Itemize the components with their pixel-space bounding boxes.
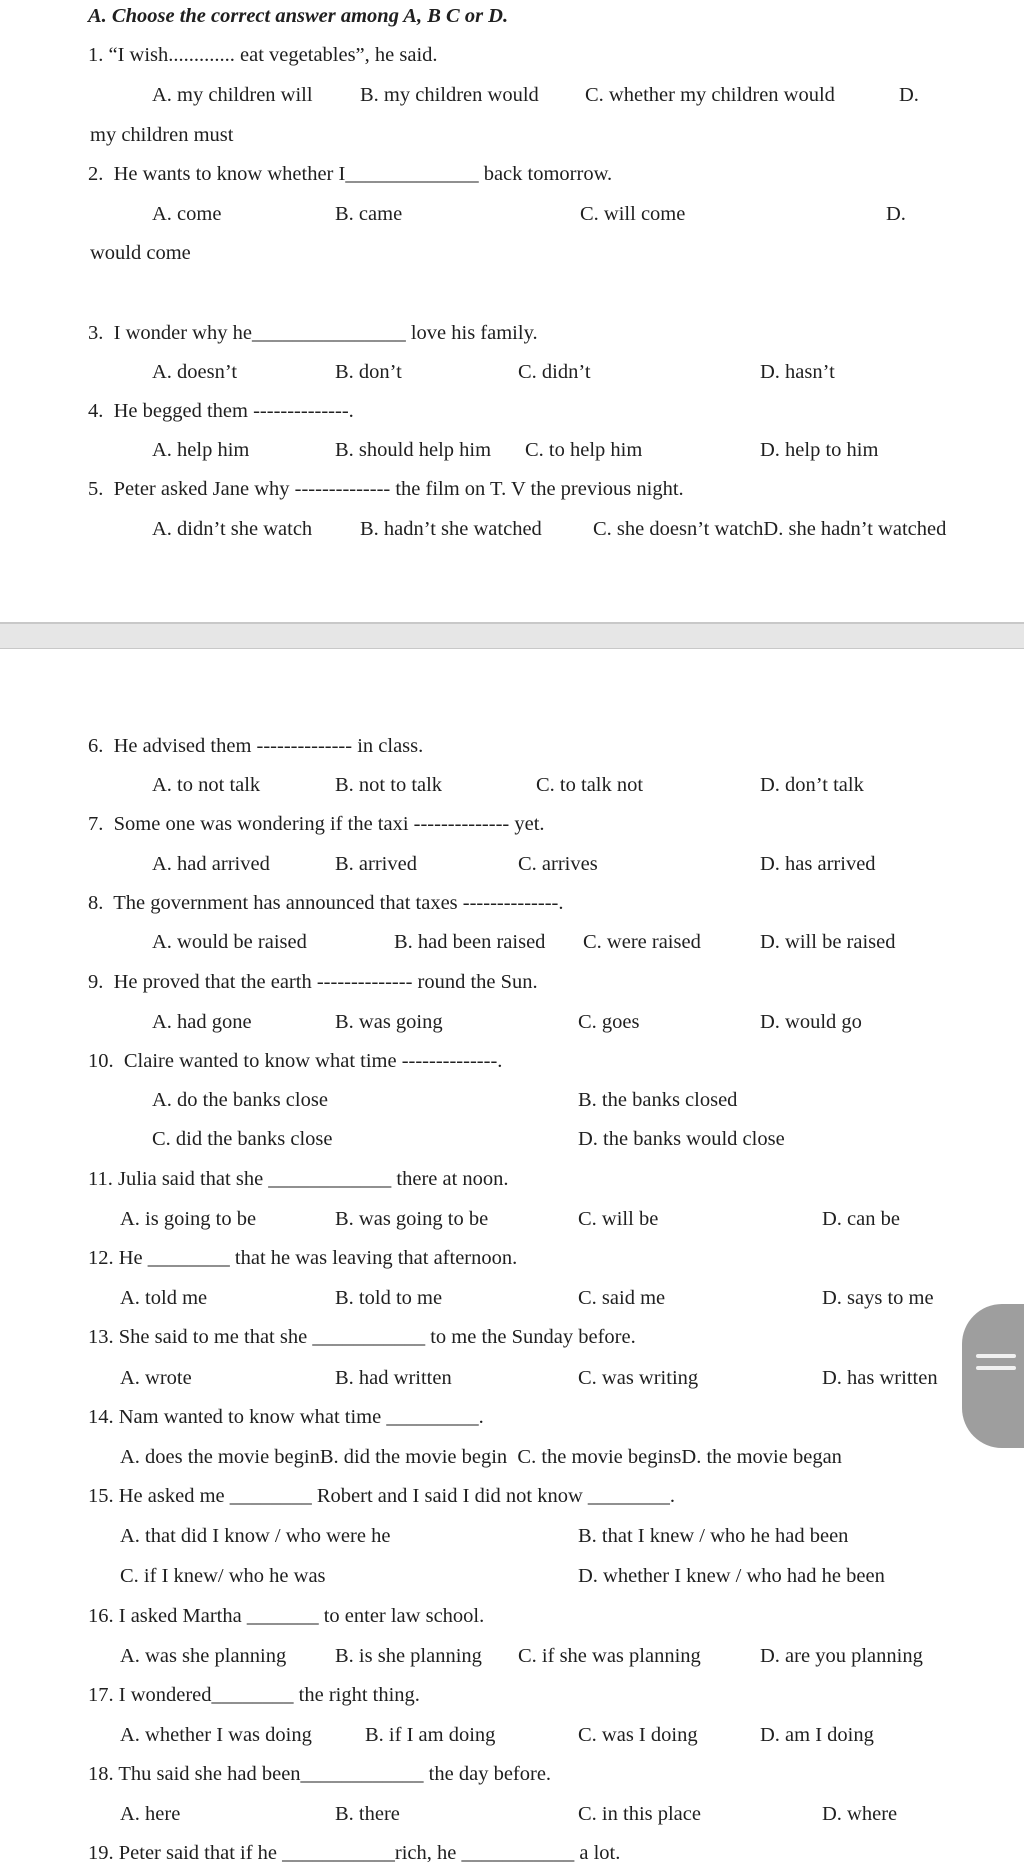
- option-b: B. arrived: [335, 853, 417, 875]
- option-d: D. whether I knew / who had he been: [578, 1565, 885, 1587]
- option-d: D. has written: [822, 1367, 938, 1389]
- option-d: D. where: [822, 1803, 898, 1825]
- question-stem: 8. The government has announced that taxes --------------.: [88, 892, 564, 914]
- option-a: A. would be raised: [152, 931, 307, 953]
- option-d: D. are you planning: [760, 1645, 923, 1667]
- option-a: A. told me: [120, 1287, 208, 1309]
- question-stem: 19. Peter said that if he ___________rich, he ___________ a lot.: [88, 1842, 621, 1864]
- option-c: C. will be: [578, 1208, 659, 1230]
- option-d: D. has arrived: [760, 853, 876, 875]
- option-b: B. was going to be: [335, 1208, 489, 1230]
- option-b: B. should help him: [335, 439, 492, 461]
- option-a: A. had gone: [152, 1011, 252, 1033]
- option-c: C. if I knew/ who he was: [120, 1565, 326, 1587]
- option-d: D. don’t talk: [760, 774, 864, 796]
- option-a: A. didn’t she watch: [152, 518, 313, 540]
- option-d-wrap: my children must: [90, 124, 234, 146]
- question-stem: 12. He ________ that he was leaving that afternoon.: [88, 1247, 518, 1269]
- option-a: A. is going to be: [120, 1208, 257, 1230]
- option-d: D. hasn’t: [760, 361, 835, 383]
- question-stem: 13. She said to me that she ___________ to me the Sunday before.: [88, 1326, 636, 1348]
- question-stem: 16. I asked Martha _______ to enter law school.: [88, 1605, 485, 1627]
- option-d: D. am I doing: [760, 1724, 874, 1746]
- option-c: C. in this place: [578, 1803, 701, 1825]
- option-b: B. had been raised: [394, 931, 546, 953]
- option-d-wrap: would come: [90, 242, 191, 264]
- option-c: C. arrives: [518, 853, 598, 875]
- option-b: B. if I am doing: [365, 1724, 496, 1746]
- question-stem: 2. He wants to know whether I_____________ back tomorrow.: [88, 163, 613, 185]
- option-b: B. my children would: [360, 84, 539, 106]
- option-c: C. if she was planning: [518, 1645, 701, 1667]
- question-stem: 7. Some one was wondering if the taxi -------------- yet.: [88, 813, 545, 835]
- document-page-1: [0, 0, 1024, 624]
- option-b: B. hadn’t she watched: [360, 518, 542, 540]
- option-a: A. doesn’t: [152, 361, 238, 383]
- option-a: A. whether I was doing: [120, 1724, 312, 1746]
- grip-line-icon: [976, 1354, 1016, 1358]
- option-b: B. told to me: [335, 1287, 443, 1309]
- option-d: D. help to him: [760, 439, 879, 461]
- option-c: C. was writing: [578, 1367, 699, 1389]
- option-b: B. that I knew / who he had been: [578, 1525, 849, 1547]
- question-stem: 14. Nam wanted to know what time _________.: [88, 1406, 484, 1428]
- option-a: A. that did I know / who were he: [120, 1525, 391, 1547]
- option-b: B. had written: [335, 1367, 452, 1389]
- option-c: C. to talk not: [536, 774, 644, 796]
- option-a: A. do the banks close: [152, 1089, 328, 1111]
- question-stem: 11. Julia said that she ____________ there at noon.: [88, 1168, 509, 1190]
- document-page-2: [0, 648, 1024, 1866]
- option-d: D. will be raised: [760, 931, 896, 953]
- option-a: A. wrote: [120, 1367, 192, 1389]
- option-d: D. says to me: [822, 1287, 934, 1309]
- option-c: C. whether my children would: [585, 84, 835, 106]
- option-d: D. the banks would close: [578, 1128, 785, 1150]
- option-d: D. can be: [822, 1208, 900, 1230]
- options-line: A. does the movie beginB. did the movie begin C. the movie beginsD. the movie began: [120, 1446, 842, 1468]
- option-c: C. goes: [578, 1011, 640, 1033]
- option-b: B. was going: [335, 1011, 443, 1033]
- option-d: D. would go: [760, 1011, 862, 1033]
- option-d: D.: [886, 203, 906, 225]
- option-c: C. will come: [580, 203, 686, 225]
- option-d: D.: [899, 84, 919, 106]
- question-stem: 5. Peter asked Jane why -------------- the film on T. V the previous night.: [88, 478, 684, 500]
- section-heading: A. Choose the correct answer among A, B C or D.: [88, 5, 509, 27]
- option-a: A. here: [120, 1803, 181, 1825]
- option-b: B. there: [335, 1803, 400, 1825]
- question-stem: 9. He proved that the earth -------------- round the Sun.: [88, 971, 538, 993]
- option-b: B. the banks closed: [578, 1089, 738, 1111]
- option-c: C. to help him: [525, 439, 643, 461]
- option-a: A. to not talk: [152, 774, 261, 796]
- option-c: C. said me: [578, 1287, 666, 1309]
- question-stem: 10. Claire wanted to know what time --------------.: [88, 1050, 503, 1072]
- option-a: A. my children will: [152, 84, 313, 106]
- question-stem: 18. Thu said she had been____________ the day before.: [88, 1763, 552, 1785]
- question-stem: 17. I wondered________ the right thing.: [88, 1684, 420, 1706]
- question-stem: 15. He asked me ________ Robert and I said I did not know ________.: [88, 1485, 676, 1507]
- option-c: C. did the banks close: [152, 1128, 333, 1150]
- option-c: C. were raised: [583, 931, 701, 953]
- option-b: B. don’t: [335, 361, 402, 383]
- option-a: A. was she planning: [120, 1645, 287, 1667]
- question-stem: 4. He begged them --------------.: [88, 400, 354, 422]
- option-c: C. was I doing: [578, 1724, 698, 1746]
- option-a: A. come: [152, 203, 222, 225]
- option-a: A. help him: [152, 439, 250, 461]
- option-c: C. didn’t: [518, 361, 591, 383]
- option-c: C. she doesn’t watchD. she hadn’t watched: [593, 518, 947, 540]
- scroll-handle[interactable]: [962, 1304, 1024, 1448]
- option-b: B. is she planning: [335, 1645, 482, 1667]
- option-b: B. came: [335, 203, 403, 225]
- question-stem: 6. He advised them -------------- in class.: [88, 735, 424, 757]
- question-stem: 1. “I wish............. eat vegetables”, he said.: [88, 44, 438, 66]
- grip-line-icon: [976, 1366, 1016, 1370]
- option-b: B. not to talk: [335, 774, 443, 796]
- question-stem: 3. I wonder why he_______________ love his family.: [88, 322, 538, 344]
- option-a: A. had arrived: [152, 853, 270, 875]
